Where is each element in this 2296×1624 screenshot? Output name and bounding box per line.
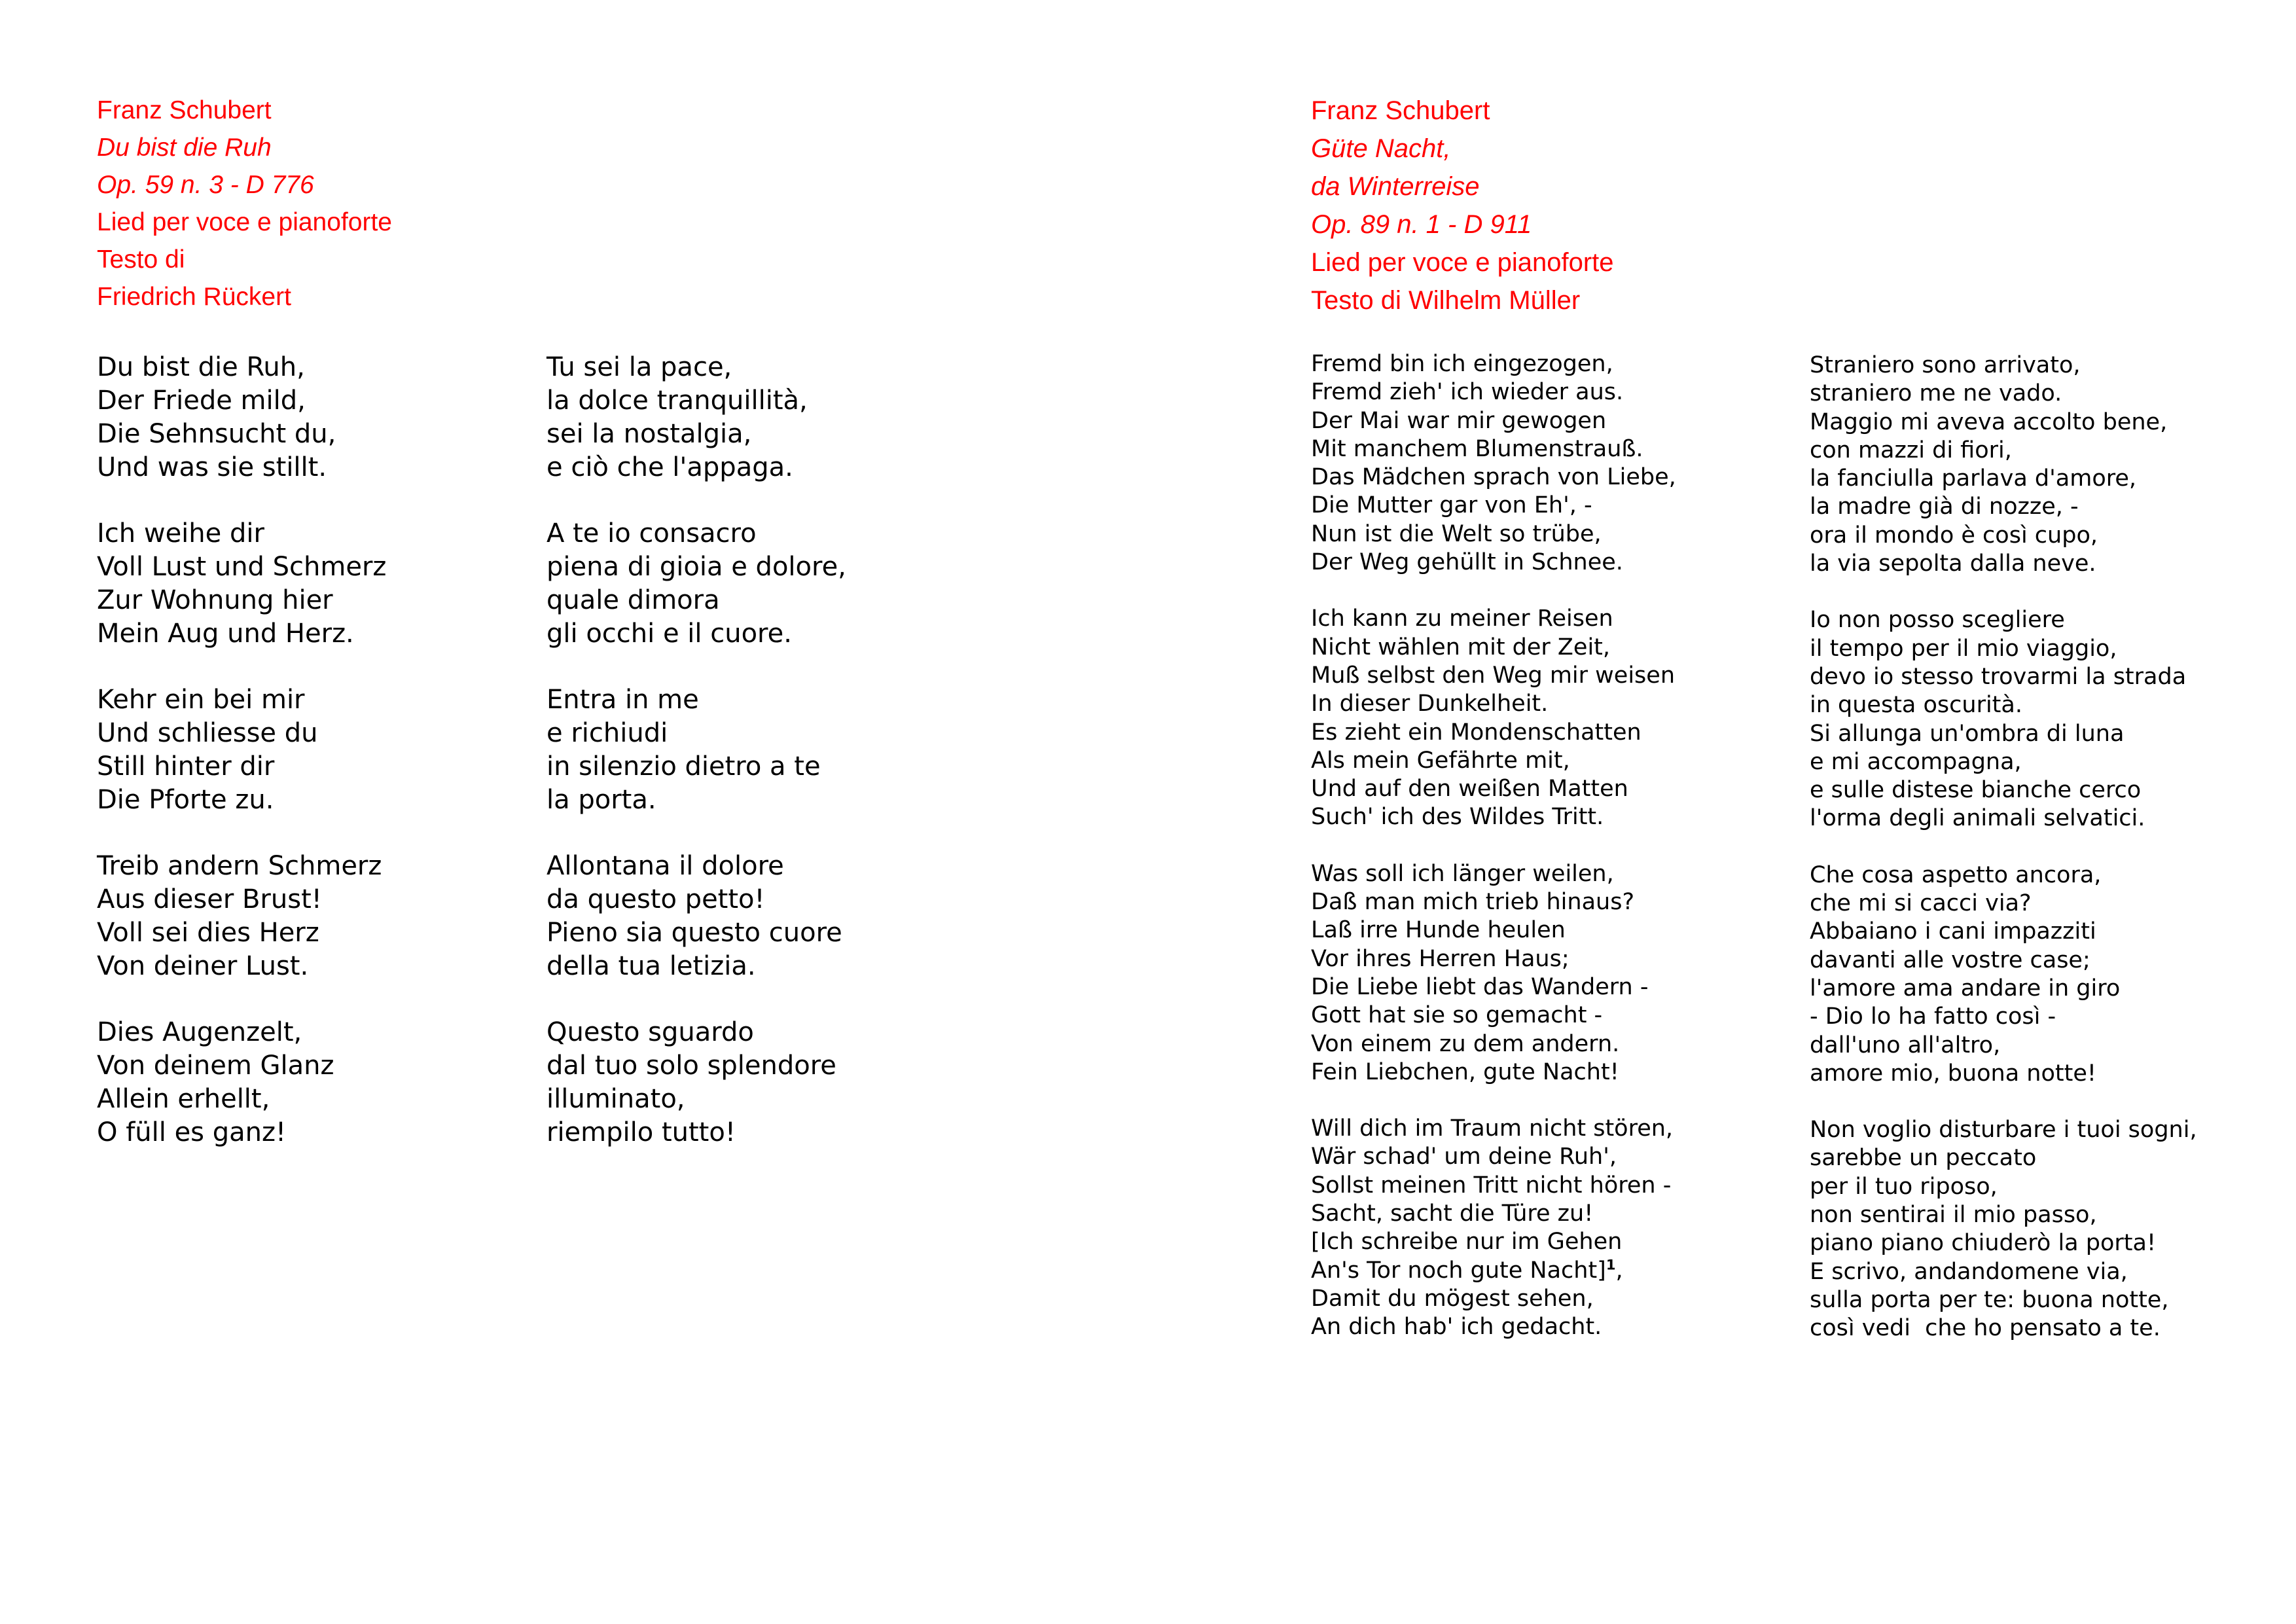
- verse-line: Daß man mich trieb hinaus?: [1311, 889, 1635, 916]
- verse-line: Sollst meinen Tritt nicht hören -: [1311, 1172, 1672, 1199]
- verse-line: Tu sei la pace,: [547, 352, 732, 382]
- verse-line: Gott hat sie so gemacht -: [1311, 1002, 1603, 1029]
- verse-line: straniero me ne vado.: [1810, 380, 2062, 407]
- verse-line: Allontana il dolore: [547, 851, 784, 881]
- stanza: [1311, 860, 1676, 1087]
- left-title: Du bist die Ruh: [97, 134, 272, 162]
- verse-line: dall'uno all'altro,: [1810, 1032, 2001, 1058]
- left-opus: Op. 59 n. 3 - D 776: [97, 171, 314, 199]
- left-genre: Lied per voce e pianoforte: [97, 208, 392, 236]
- stanza: [97, 850, 386, 983]
- verse-line: Der Mai war mir gewogen: [1311, 407, 1607, 434]
- verse-line: Entra in me: [547, 685, 699, 715]
- verse-line: Das Mädchen sprach von Liebe,: [1311, 464, 1676, 491]
- stanza: [1810, 861, 2197, 1088]
- verse-line: Mein Aug und Herz.: [97, 619, 354, 649]
- right-opus: Op. 89 n. 1 - D 911: [1311, 210, 1532, 239]
- verse-line: in questa oscurità.: [1810, 692, 2022, 719]
- stanza: [547, 683, 846, 817]
- verse-line: l'amore ama andare in giro: [1810, 975, 2121, 1001]
- verse-line: Voll sei dies Herz: [97, 918, 319, 948]
- right-title-line2: da Winterreise: [1311, 172, 1480, 201]
- verse-line: Nicht wählen mit der Zeit,: [1311, 634, 1611, 660]
- stanza: [547, 351, 846, 484]
- right-german-column: [1311, 350, 1676, 1370]
- right-title-line1: Güte Nacht,: [1311, 134, 1451, 163]
- verse-line: Muß selbst den Weg mir weisen: [1311, 662, 1676, 689]
- verse-line: sei la nostalgia,: [547, 419, 752, 449]
- right-text-by: Testo di Wilhelm Müller: [1311, 286, 1581, 315]
- verse-line: della tua letizia.: [547, 951, 756, 981]
- left-text-by: Testo di: [97, 245, 185, 274]
- verse-line: riempilo tutto!: [547, 1117, 736, 1147]
- verse-line: Treib andern Schmerz: [97, 851, 382, 881]
- verse-line: Laß irre Hunde heulen: [1311, 917, 1566, 944]
- verse-line: Nun ist die Welt so trübe,: [1311, 520, 1602, 547]
- stanza: [1311, 605, 1676, 831]
- verse-line: la madre già di nozze, -: [1810, 494, 2079, 520]
- right-genre: Lied per voce e pianoforte: [1311, 248, 1614, 277]
- verse-line: Pieno sia questo cuore: [547, 918, 842, 948]
- verse-line: Und was sie stillt.: [97, 452, 327, 482]
- verse-line: Der Weg gehüllt in Schnee.: [1311, 549, 1623, 576]
- verse-line: Als mein Gefährte mit,: [1311, 747, 1570, 774]
- verse-line: davanti alle vostre case;: [1810, 947, 2090, 973]
- verse-line: così vedi che ho pensato a te.: [1810, 1315, 2161, 1342]
- verse-line: l'orma degli animali selvatici.: [1810, 805, 2145, 832]
- verse-line: Mit manchem Blumenstrauß.: [1311, 435, 1643, 462]
- verse-line: dal tuo solo splendore: [547, 1051, 836, 1081]
- verse-line: Io non posso scegliere: [1810, 607, 2065, 634]
- verse-line: Von deinem Glanz: [97, 1051, 334, 1081]
- verse-line: piano piano chiuderò la porta!: [1810, 1230, 2156, 1257]
- verse-line: Und auf den weißen Matten: [1311, 776, 1628, 803]
- stanza: [1311, 1115, 1676, 1341]
- stanza: [547, 517, 846, 651]
- verse-line: il tempo per il mio viaggio,: [1810, 635, 2117, 662]
- stanza: [1810, 1116, 2197, 1343]
- verse-line: A te io consacro: [547, 518, 757, 549]
- verse-line: Du bist die Ruh,: [97, 352, 305, 382]
- verse-line: e ciò che l'appaga.: [547, 452, 793, 482]
- verse-line: Der Friede mild,: [97, 386, 306, 416]
- verse-line: Abbaiano i cani impazziti: [1810, 918, 2096, 945]
- stanza: [547, 1016, 846, 1149]
- stanza: [97, 351, 386, 484]
- verse-line: per il tuo riposo,: [1810, 1173, 1998, 1200]
- verse-line: la fanciulla parlava d'amore,: [1810, 465, 2137, 492]
- verse-line: Was soll ich länger weilen,: [1311, 860, 1614, 887]
- verse-line: Allein erhellt,: [97, 1084, 270, 1114]
- verse-line: Fremd bin ich eingezogen,: [1311, 351, 1613, 377]
- verse-punctuation: ,: [1615, 1257, 1623, 1284]
- verse-line: da questo petto!: [547, 884, 765, 914]
- left-poet: Friedrich Rückert: [97, 283, 291, 311]
- left-composer: Franz Schubert: [97, 96, 272, 124]
- verse-line: Still hinter dir: [97, 751, 275, 782]
- verse-line: Von einem zu dem andern.: [1311, 1030, 1620, 1057]
- verse-line: piena di gioia e dolore,: [547, 552, 846, 582]
- right-composer: Franz Schubert: [1311, 96, 1490, 125]
- verse-line: Voll Lust und Schmerz: [97, 552, 387, 582]
- verse-line: devo io stesso trovarmi la strada: [1810, 663, 2187, 690]
- left-header: [97, 92, 392, 316]
- left-italian-column: [547, 351, 846, 1182]
- verse-line: Und schliesse du: [97, 718, 318, 748]
- verse-line: Von deiner Lust.: [97, 951, 309, 981]
- verse-line: Che cosa aspetto ancora,: [1810, 861, 2102, 888]
- verse-line: Will dich im Traum nicht stören,: [1311, 1115, 1674, 1142]
- verse-line: - Dio lo ha fatto così -: [1810, 1003, 2056, 1030]
- verse-line: e richiudi: [547, 718, 668, 748]
- footnote-marker: 1: [1605, 1256, 1616, 1272]
- verse-line: sulla porta per te: buona notte,: [1810, 1286, 2169, 1313]
- verse-line: la porta.: [547, 785, 656, 815]
- verse-line: illuminato,: [547, 1084, 685, 1114]
- stanza: [97, 1016, 386, 1149]
- verse-line: Die Mutter gar von Eh', -: [1311, 492, 1592, 519]
- verse-line: Die Liebe liebt das Wandern -: [1311, 973, 1649, 1000]
- verse-line: Zur Wohnung hier: [97, 585, 333, 615]
- verse-line: Dies Augenzelt,: [97, 1017, 302, 1047]
- verse-line: quale dimora: [547, 585, 720, 615]
- verse-line: Fremd zieh' ich wieder aus.: [1311, 379, 1624, 406]
- verse-line: Vor ihres Herren Haus;: [1311, 945, 1570, 972]
- verse-line: e mi accompagna,: [1810, 748, 2022, 775]
- verse-line: [Ich schreibe nur im Gehen: [1311, 1229, 1623, 1255]
- right-italian-column: [1810, 352, 2197, 1371]
- stanza: [1311, 350, 1676, 577]
- verse-line: O füll es ganz!: [97, 1117, 287, 1147]
- verse-line: Die Pforte zu.: [97, 785, 274, 815]
- verse-line: Die Sehnsucht du,: [97, 419, 336, 449]
- verse-line: Si allunga un'ombra di luna: [1810, 720, 2125, 747]
- verse-line: Damit du mögest sehen,: [1311, 1285, 1594, 1312]
- right-header: [1311, 92, 1614, 319]
- stanza: [547, 850, 846, 983]
- verse-line: Es zieht ein Mondenschatten: [1311, 719, 1641, 746]
- verse-line: Kehr ein bei mir: [97, 685, 305, 715]
- verse-line: Sacht, sacht die Türe zu!: [1311, 1200, 1594, 1227]
- verse-line: Aus dieser Brust!: [97, 884, 322, 914]
- verse-line: che mi si cacci via?: [1810, 890, 2032, 917]
- stanza: [1810, 606, 2197, 833]
- left-german-column: [97, 351, 386, 1182]
- verse-line: Wär schad' um deine Ruh',: [1311, 1144, 1617, 1170]
- verse-line: Ich weihe dir: [97, 518, 264, 549]
- verse-line: Maggio mi aveva accolto bene,: [1810, 408, 2168, 435]
- verse-line: Straniero sono arrivato,: [1810, 352, 2081, 378]
- verse-line: gli occhi e il cuore.: [547, 619, 792, 649]
- verse-line: la dolce tranquillità,: [547, 386, 808, 416]
- stanza: [1810, 352, 2197, 578]
- stanza: [97, 517, 386, 651]
- verse-line: ora il mondo è così cupo,: [1810, 522, 2098, 549]
- verse-line-with-footnote: [1311, 1257, 1676, 1285]
- verse-line: con mazzi di fiori,: [1810, 437, 2012, 463]
- verse-line: sarebbe un peccato: [1810, 1145, 2037, 1172]
- verse-line: E scrivo, andandomene via,: [1810, 1258, 2128, 1285]
- verse-text: An's Tor noch gute Nacht]: [1311, 1257, 1606, 1284]
- stanza: [97, 683, 386, 817]
- right-page: [1148, 0, 2296, 1624]
- verse-line: An dich hab' ich gedacht.: [1311, 1314, 1602, 1341]
- verse-line: Ich kann zu meiner Reisen: [1311, 605, 1613, 632]
- verse-line: In dieser Dunkelheit.: [1311, 691, 1549, 717]
- verse-line: amore mio, buona notte!: [1810, 1060, 2096, 1087]
- verse-line: Questo sguardo: [547, 1017, 754, 1047]
- verse-line: Fein Liebchen, gute Nacht!: [1311, 1058, 1619, 1085]
- verse-line: non sentirai il mio passo,: [1810, 1202, 2097, 1229]
- verse-line: e sulle distese bianche cerco: [1810, 777, 2142, 804]
- verse-line: Such' ich des Wildes Tritt.: [1311, 804, 1604, 831]
- verse-line: in silenzio dietro a te: [547, 751, 821, 782]
- verse-line: la via sepolta dalla neve.: [1810, 550, 2096, 577]
- verse-line: Non voglio disturbare i tuoi sogni,: [1810, 1117, 2197, 1144]
